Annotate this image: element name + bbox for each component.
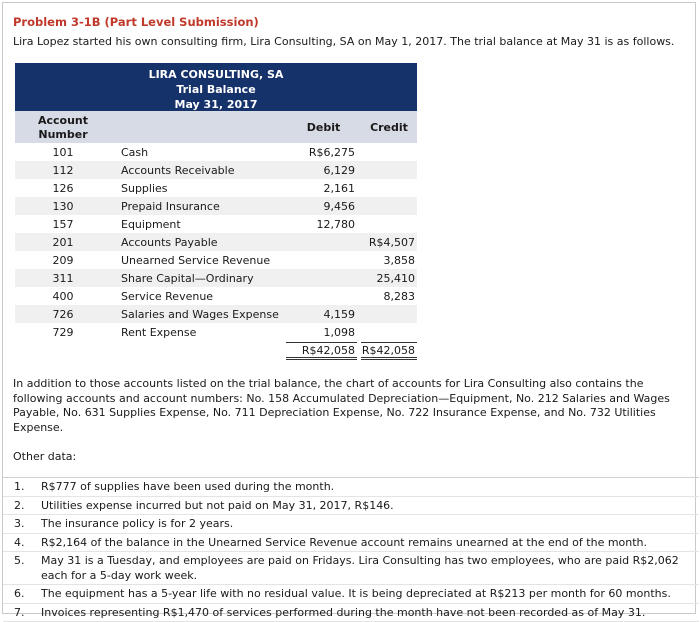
col-account-number: Account Number [15,112,111,142]
table-row: 400 Service Revenue 8,283 [15,287,417,305]
table-row: 126 Supplies 2,161 [15,179,417,197]
table-row: 729 Rent Expense 1,098 [15,323,417,341]
trial-balance-header [15,63,417,111]
table-row: 157 Equipment 12,780 [15,215,417,233]
table-row: 130 Prepaid Insurance 9,456 [15,197,417,215]
other-data-label: Other data: [13,450,76,463]
column-headers [15,111,417,143]
list-item: 3. The insurance policy is for 2 years. [3,515,699,534]
table-row: 209 Unearned Service Revenue 3,858 [15,251,417,269]
list-item: 5. May 31 is a Tuesday, and employees are paid on Fridays. Lira Consulting has two employees, who are paid R$2,062 each for a 5-day work week. [3,552,699,585]
statement-name: Trial Balance [15,82,417,97]
table-row: 311 Share Capital—Ordinary 25,410 [15,269,417,287]
total-debit: R$42,058 [286,342,357,360]
list-item: 2. Utilities expense incurred but not paid on May 31, 2017, R$146. [3,497,699,516]
company-name: LIRA CONSULTING, SA [15,67,417,82]
table-row: 101 Cash R$6,275 [15,143,417,161]
chart-of-accounts-paragraph: In addition to those accounts listed on the trial balance, the chart of accounts for Lira Consulting also contains the following accounts and account numbers: No. 158 Accumulated Depreciation—Equipment, No. 212 Salaries and Wages Payable, No. 631 Supplies Expense, No. 711 Depreciation Expense, No. 722 Insurance Expense, and No. 732 Utilities Expense. [13,377,677,435]
list-item: 6. The equipment has a 5-year life with no residual value. It is being depreciated at R$213 per month for 60 months. [3,585,699,604]
statement-date: May 31, 2017 [15,97,417,112]
list-item: 4. R$2,164 of the balance in the Unearned Service Revenue account remains unearned at the end of the month. [3,534,699,553]
table-row: 726 Salaries and Wages Expense 4,159 [15,305,417,323]
col-debit: Debit [286,121,361,134]
intro-text: Lira Lopez started his own consulting firm, Lira Consulting, SA on May 1, 2017. The trial balance at May 31 is as follows. [13,35,674,48]
totals-row [15,341,417,361]
list-item: 7. Invoices representing R$1,470 of services performed during the month have not been recorded as of May 31. [3,604,699,622]
table-row: 112 Accounts Receivable 6,129 [15,161,417,179]
trial-balance-table [15,63,417,361]
list-item: 1. R$777 of supplies have been used during the month. [3,478,699,497]
col-credit: Credit [361,121,417,134]
table-row: 201 Accounts Payable R$4,507 [15,233,417,251]
total-credit: R$42,058 [361,342,417,360]
problem-title: Problem 3-1B (Part Level Submission) [13,15,259,29]
page-frame [2,2,696,614]
other-data-list [3,477,699,622]
